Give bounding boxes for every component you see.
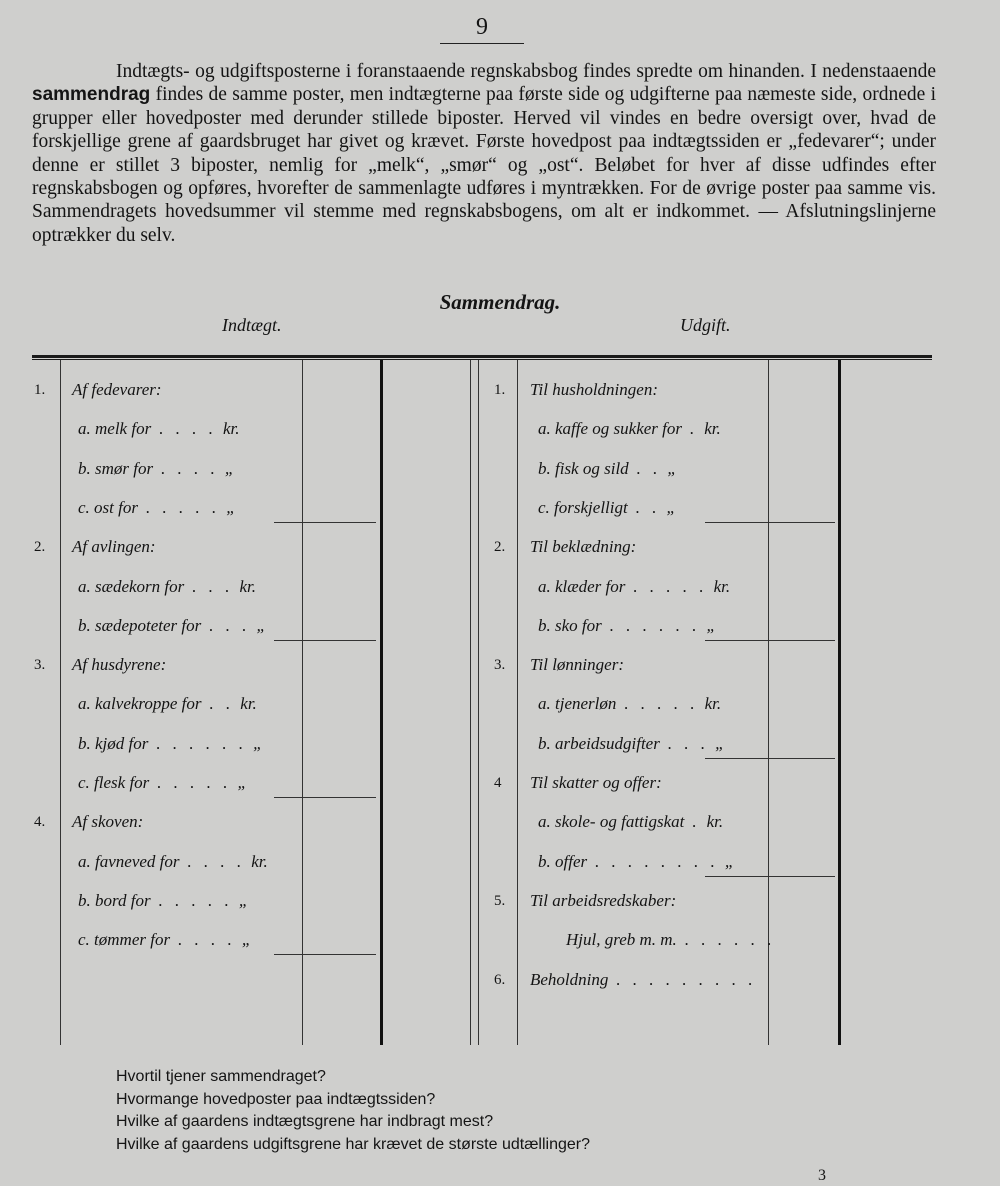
expenses-item-dots: . — [692, 812, 701, 832]
expenses-item — [538, 459, 677, 479]
intro-text-1: Indtægts- og udgiftsposterne i foranstaaende regnskabsbog findes spredte om hinanden. I nedenstaaende — [116, 61, 936, 82]
income-item-dots: . . . . . . — [156, 733, 248, 753]
expenses-item — [538, 419, 721, 439]
income-item-label: c. flesk for — [78, 773, 150, 792]
income-item — [78, 930, 251, 950]
expenses-group-heading: Til skatter og offer: — [530, 773, 662, 792]
income-item-label: b. smør for — [78, 458, 154, 478]
expenses-item-unit: kr. — [704, 419, 721, 439]
expenses-item-dots: . . — [635, 497, 661, 517]
income-item-label: a. kalvekroppe for — [78, 694, 202, 714]
footer-sheet-number: 3 — [818, 1167, 826, 1184]
expenses-group-number: 4 — [494, 775, 502, 791]
income-item-unit: „ — [238, 890, 249, 910]
expenses-item-unit: „ — [715, 733, 725, 753]
expense-heading: Udgift. — [680, 315, 731, 335]
expenses-item-unit: „ — [706, 615, 716, 635]
income-item-unit: „ — [224, 458, 235, 478]
expenses-group-number: 2. — [494, 539, 506, 556]
center-divider-line — [478, 360, 479, 1045]
intro-bold-word: sammendrag — [32, 84, 151, 106]
income-item-label: a. favneved for — [78, 851, 180, 871]
expenses-item — [538, 812, 723, 832]
income-item-label: c. ost for — [78, 497, 138, 517]
expenses-group-heading: Til arbeidsredskaber: — [530, 890, 677, 910]
expenses-item-dots: . . — [636, 458, 662, 478]
expenses-group-number: 1. — [494, 382, 506, 398]
income-item-label: b. sædepoteter for — [78, 615, 202, 635]
expenses-item-dots: . . . . . . . . — [595, 851, 719, 871]
income-group-heading: Af skoven: — [72, 812, 144, 832]
income-item — [78, 694, 257, 714]
income-item-dots: . . . . . — [145, 497, 221, 517]
income-item — [78, 616, 266, 636]
income-group-number: 3. — [34, 657, 46, 674]
expenses-item-label: a. klæder for — [538, 576, 626, 596]
table-top-rule-thin — [32, 359, 932, 360]
income-item-dots: . . . — [209, 615, 251, 635]
expenses-item-dots: . — [690, 419, 699, 439]
expenses-item-label: a. tjenerløn — [538, 694, 617, 714]
income-item-unit: kr. — [239, 576, 257, 596]
income-item-unit: „ — [237, 773, 248, 792]
review-questions — [116, 1066, 590, 1156]
expenses-item — [538, 694, 721, 714]
income-item-unit: „ — [241, 930, 252, 950]
expenses-item-label: b. offer — [538, 851, 588, 871]
income-group-number: 2. — [34, 539, 46, 556]
income-item-dots: . . . — [192, 576, 234, 596]
income-item — [78, 419, 239, 439]
expenses-group-number: 3. — [494, 657, 506, 674]
expenses-group-label: Beholdning — [530, 969, 609, 989]
expenses-item-dots: . . . . . . — [684, 930, 776, 950]
income-heading: Indtægt. — [222, 315, 282, 335]
expenses-item — [538, 852, 734, 872]
expenses-item-label: a. kaffe og sukker for — [538, 419, 682, 439]
income-item-unit: „ — [253, 733, 263, 753]
expense-number-column-line — [517, 360, 518, 1045]
expenses-item — [538, 616, 716, 636]
expenses-group-heading: Til beklædning: — [530, 537, 637, 557]
income-group-number: 1. — [34, 382, 46, 398]
expenses-item-unit: „ — [667, 458, 677, 478]
income-item — [78, 773, 247, 793]
income-group-heading: Af fedevarer: — [72, 380, 162, 399]
expenses-item-unit: kr. — [706, 812, 724, 832]
income-item-dots: . . . . . — [157, 773, 232, 792]
expenses-item-label: b. arbeidsudgifter — [538, 733, 660, 753]
summary-title: Sammendrag. — [439, 290, 561, 314]
expenses-item-unit: „ — [724, 851, 735, 871]
income-amount-column-line — [302, 360, 303, 1045]
income-item-dots: . . . . — [161, 458, 219, 478]
income-item-dots: . . . . — [187, 851, 246, 871]
income-item-label: b. kjød for — [78, 733, 149, 753]
income-item-label: c. tømmer for — [78, 930, 171, 950]
income-item-label: b. bord for — [78, 890, 151, 910]
income-group-number: 4. — [34, 814, 46, 831]
question-1: Hvortil tjener sammendraget? — [116, 1068, 326, 1085]
income-number-column-line — [60, 360, 61, 1045]
expenses-group-number: 5. — [494, 892, 506, 909]
income-group-heading: Af avlingen: — [72, 537, 156, 557]
income-subtotal-rule — [274, 522, 376, 523]
expenses-item — [538, 734, 725, 754]
income-item — [78, 891, 248, 911]
expenses-item-dots: . . . . . . — [609, 615, 701, 635]
income-item — [78, 734, 263, 754]
income-item — [78, 852, 268, 872]
expenses-group-dots: . . . . . . . . . — [616, 969, 757, 989]
expenses-item-unit: kr. — [704, 694, 722, 714]
expenses-subtotal-rule — [705, 876, 835, 877]
expenses-item-unit: kr. — [713, 576, 731, 596]
income-subtotal-rule — [274, 797, 376, 798]
page-number: 9 — [440, 14, 524, 44]
income-item — [78, 459, 234, 479]
income-group-heading: Af husdyrene: — [72, 655, 167, 675]
question-4: Hvilke af gaardens udgiftsgrene har krævet de største udtællinger? — [116, 1135, 591, 1153]
expenses-subtotal-rule — [705, 640, 835, 641]
expenses-group-heading: Til husholdningen: — [530, 380, 658, 399]
income-item-unit: kr. — [240, 694, 257, 714]
expenses-item-dots: . . . . . — [624, 694, 699, 714]
expenses-item-label: a. skole- og fattigskat — [538, 812, 685, 832]
income-subtotal-rule — [274, 954, 376, 955]
question-2: Hvormange hovedposter paa indtægtssiden? — [116, 1090, 436, 1108]
expenses-item-label: b. sko for — [538, 615, 602, 635]
income-right-line — [470, 360, 471, 1045]
income-item-dots: . . . . — [159, 419, 217, 439]
intro-text-2: findes de samme poster, men indtægterne paa første side og udgifterne paa næmeste side, ordnede i grupper eller hovedposter med derunder stillede biposter. Herved vil vindes en bedre oversigt over, hvad de forskjellige grene af gaardsbruget har givet og krævet. Første hovedpost paa indtægtssiden er „fedevarer“; under denne er stillet 3 biposter, nemlig for „melk“, „smør“ og „ost“. Beløbet for hver af disse udfindes efter regnskabsbogen og opføres, hvorefter de sammenlagte udføres i myntrækken. For de øvrige poster paa samme vis. Sammendragets hovedsummer vil stemme med regnskabsbogens, om alt er indkommet. — Afslutningslinjerne optrækker du selv. — [32, 84, 936, 246]
expenses-subtotal-rule — [705, 758, 835, 759]
income-item-dots: . . . . — [178, 930, 236, 950]
expenses-item-unit: „ — [666, 497, 676, 517]
expenses-group-heading: Til lønninger: — [530, 655, 624, 675]
expenses-item — [538, 577, 730, 597]
income-item-dots: . . — [209, 694, 235, 714]
income-item-label: a. melk for — [78, 419, 152, 439]
income-item-unit: „ — [256, 615, 266, 635]
expenses-item — [566, 930, 776, 950]
expenses-item-dots: . . . — [667, 733, 710, 753]
question-3: Hvilke af gaardens indtægtsgrene har indbragt mest? — [116, 1113, 494, 1130]
income-item-unit: „ — [226, 497, 236, 517]
income-item-unit: kr. — [251, 851, 268, 871]
income-item-unit: kr. — [222, 419, 240, 439]
income-subtotal-rule — [274, 640, 376, 641]
expenses-subtotal-rule — [705, 522, 835, 523]
income-item-label: a. sædekorn for — [78, 576, 185, 596]
expenses-item-dots: . . . . . — [633, 576, 708, 596]
expenses-item-label: Hjul, greb m. m. — [566, 930, 677, 950]
income-item-dots: . . . . . — [158, 890, 233, 910]
expenses-group-number: 6. — [494, 971, 506, 988]
expenses-item-label: b. fisk og sild — [538, 458, 629, 478]
expenses-group-heading — [530, 970, 757, 990]
expense-total-column-line — [838, 360, 841, 1045]
income-total-column-line — [380, 360, 383, 1045]
income-item — [78, 577, 256, 597]
table-top-rule — [32, 355, 932, 358]
expenses-item-label: c. forskjelligt — [538, 497, 628, 517]
intro-paragraph — [32, 60, 936, 247]
expenses-item — [538, 498, 676, 518]
income-item — [78, 498, 236, 518]
